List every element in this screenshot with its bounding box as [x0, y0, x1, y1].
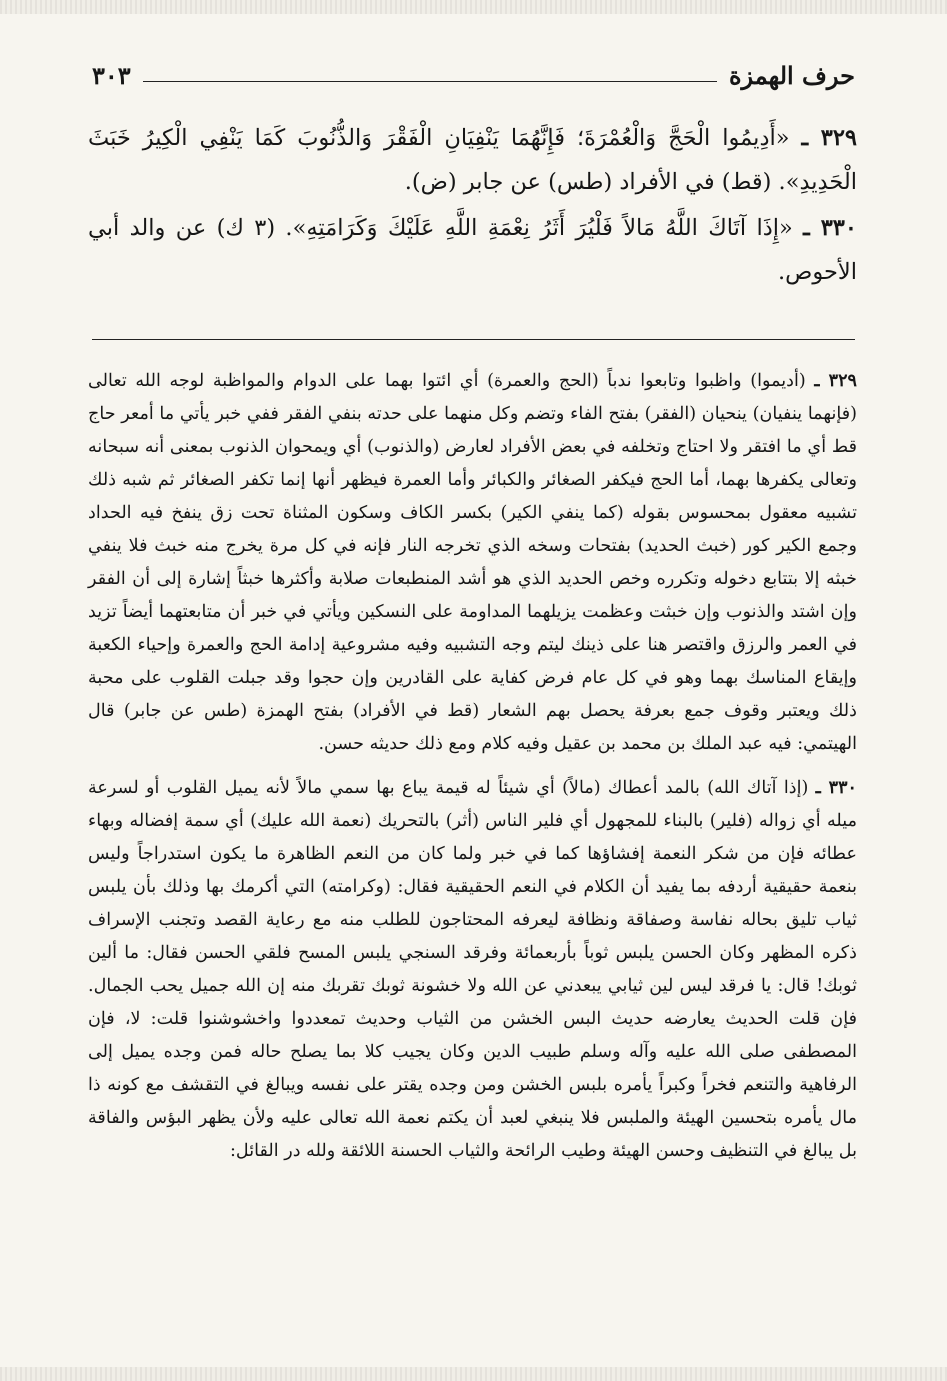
section-divider	[92, 339, 855, 340]
commentary-number: ٣٣٠ ـ	[815, 777, 858, 798]
hadith-entry	[88, 116, 857, 204]
scan-edge-top	[0, 0, 947, 14]
scan-edge-bottom	[0, 1367, 947, 1381]
hadith-entry	[88, 206, 857, 294]
hadith-text-section	[88, 116, 857, 296]
hadith-text: «أَدِيمُوا الْحَجَّ وَالْعُمْرَةَ؛ فَإِنَّهُمَا يَنْفِيَانِ الْفَقْرَ وَالذُّنُوبَ كَمَا يَنْفِي الْكِيرُ خَبَثَ الْحَدِيدِ». (قط) في الأفراد (طس) عن جابر (ض).	[88, 125, 857, 195]
hadith-number: ٣٢٩ ـ	[801, 125, 857, 151]
hadith-number: ٣٣٠ ـ	[803, 215, 857, 241]
commentary-text: (إذا آتاك الله) بالمد أعطاك (مالاً) أي شيئاً له قيمة يباع بها سمي مالاً لأنه يميل القلوب أو لسرعة ميله أي زواله (فلير) بالبناء للمجهول أي فلير الناس (أثر) بالتحريك (نعمة الله عليك) أي سمة إفضاله وبهاء عطائه فإن من شكر النعمة إفشاؤها كما في خبر ولما كان من النعم الظاهرة ما يكون استدراجاً وليس بنعمة حقيقية أردفه بما يفيد أن الكلام في النعم الحقيقية فقال: (وكرامته) التي أكرمك بها وذلك بأن يلبس ثياب تليق بحاله نفاسة وصفاقة ونظافة ليعرفه المحتاجون للطلب منه مع رعاية القصد وتجنب الإسراف ذكره المظهر وكان الحسن يلبس ثوباً بأربعمائة وفرقد السنجي يلبس المسح فلقي الحسن فقال: ما ألين ثوبك! قال: يا فرقد ليس لين ثيابي يبعدني عن الله ولا خشونة ثوبك تقربك منه إن الله جميل يحب الجمال. فإن قلت الحديث يعارضه حديث البس الخشن من الثياب وحديث تمعددوا واخشوشنوا قلت: لا، فإن المصطفى صلى الله عليه وآله وسلم طبيب الدين وكان يجيب كلا بما يصلح حاله فمن وجده يميل إلى الرفاهية والتنعم فخراً وكبراً يأمره بلبس الخشن ومن وجده يقتر على نفسه ويبالغ في التقشف مع كونه ذا مال يأمره بتحسين الهيئة والملبس فلا ينبغي لعبد أن يكتم نعمة الله تعالى عليه ولأن يظهر البؤس والفاقة بل يبالغ في التنظيف وحسن الهيئة وطيب الرائحة والثياب الحسنة اللائقة ولله در القائل:	[88, 778, 857, 1161]
commentary-number: ٣٢٩ ـ	[814, 370, 858, 391]
running-header	[92, 58, 855, 92]
hadith-text: «إِذَا آتَاكَ اللَّهُ مَالاً فَلْيُرَ أَثَرُ نِعْمَةِ اللَّهِ عَلَيْكَ وَكَرَامَتِهِ». (٣ ك) عن والد أبي الأحوص.	[88, 215, 857, 285]
page-number: ٣٠٣	[92, 60, 131, 90]
commentary-entry	[88, 364, 857, 761]
commentary-entry	[88, 771, 857, 1168]
header-rule	[143, 81, 717, 82]
chapter-title: حرف الهمزة	[728, 60, 855, 90]
commentary-text: (أديموا) واظبوا وتابعوا ندباً (الحج والعمرة) أي ائتوا بهما على الدوام والمواظبة لوجه الله تعالى (فإنهما ينفيان) ينحيان (الفقر) بفتح الفاء وتضم وكل منهما على حدته بنفي الفقر ففي خبر يأتي ما أمعر حاج قط أي ما افتقر ولا احتاج وتخلفه في بعض الأفراد لعارض (والذنوب) أي ويمحوان الذنوب بمعنى أنه سبحانه وتعالى يكفرها بهما، أما الحج فيكفر الصغائر والكبائر وأما العمرة فيظهر أنها إنما تكفر الصغائر ثم شبه ذلك تشبيه معقول بمحسوس بقوله (كما ينفي الكير) بكسر الكاف وسكون المثناة تحت زق ينفخ فيه الحداد وجمع الكير كور (خبث الحديد) بفتحات وسخه الذي تخرجه النار فإنه في كل مرة يخرج منه خبث فلا ينفي خبثه إلا بتتابع دخوله وتكرره وخص الحديد الذي هو أشد المنطبعات صلابة وأكثرها خبثاً إشارة إلى أن الفقر وإن اشتد والذنوب وإن خبثت وعظمت يزيلهما المداومة على النسكين ويأتي في خبر أن متابعتهما أيضاً تزيد في العمر والرزق واقتصر هنا على ذينك ليتم وجه التشبيه وفيه مشروعية إدامة الحج والعمرة وإحياء الكعبة وإيقاع المناسك بهما وهو في كل عام فرض كفاية على القادرين وإن حجوا وقد جبلت القلوب على محبة ذلك ويعتبر وقوف جمع بعرفة يحصل بهم الشعار (قط في الأفراد) بفتح الهمزة (طس عن جابر) قال الهيتمي: فيه عبد الملك بن محمد بن عقيل وفيه كلام ومع ذلك حديثه حسن.	[88, 371, 857, 754]
commentary-section	[88, 364, 857, 1178]
